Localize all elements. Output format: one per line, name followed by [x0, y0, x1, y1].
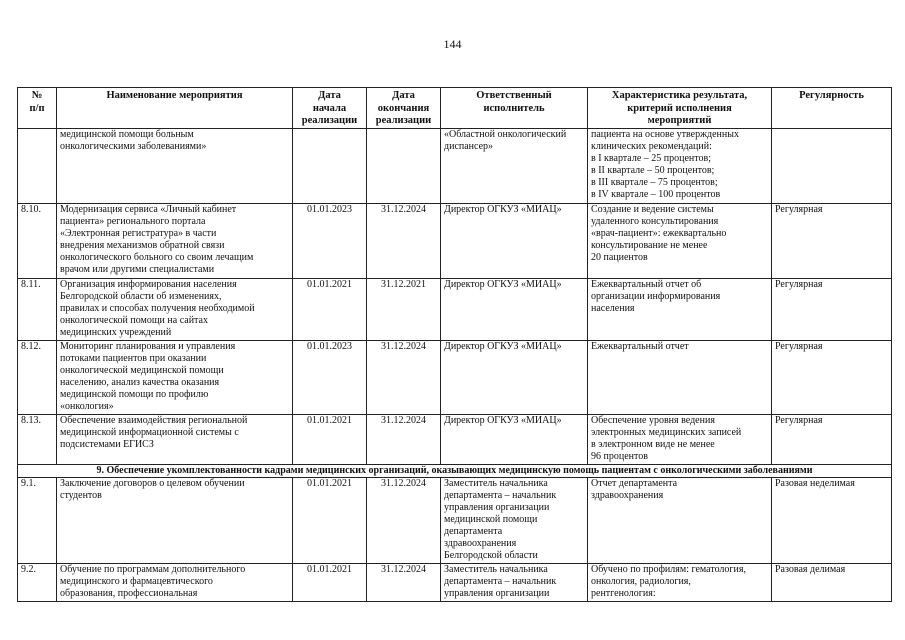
table-row — [18, 203, 892, 278]
row-regularity: Регулярная — [772, 278, 892, 340]
section-row — [18, 464, 892, 477]
table-row — [18, 128, 892, 203]
row-result: пациента на основе утвержденных клинических рекомендаций: в I квартале – 25 процентов; в II квартале – 50 процентов; в III квартале – 75 процентов; в IV квартале – 100 процентов — [588, 128, 772, 203]
row-num: 8.11. — [18, 278, 57, 340]
row-start-date: 01.01.2023 — [293, 203, 367, 278]
header-num: № п/п — [18, 88, 57, 129]
row-end-date: 31.12.2024 — [367, 477, 441, 563]
row-result: Обеспечение уровня ведения электронных медицинских записей в электронном виде не менее 96 процентов — [588, 414, 772, 464]
row-num: 8.10. — [18, 203, 57, 278]
header-start-date: Дата начала реализации — [293, 88, 367, 129]
row-end-date: 31.12.2021 — [367, 278, 441, 340]
row-result: Ежеквартальный отчет — [588, 340, 772, 414]
row-start-date — [293, 128, 367, 203]
row-responsible: «Областной онкологический диспансер» — [441, 128, 588, 203]
header-end-date: Дата окончания реализации — [367, 88, 441, 129]
row-end-date: 31.12.2024 — [367, 340, 441, 414]
row-num: 9.1. — [18, 477, 57, 563]
row-start-date: 01.01.2021 — [293, 563, 367, 601]
row-name: Модернизация сервиса «Личный кабинет пациента» регионального портала «Электронная регистратура» в части внедрения механизмов обратной связи онкологического больного со своим лечащим врачом или другими специалистами — [57, 203, 293, 278]
activities-table — [17, 87, 892, 602]
row-name: Мониторинг планирования и управления потоками пациентов при оказании онкологической медицинской помощи населению, анализ качества оказания медицинской помощи по профилю «онкология» — [57, 340, 293, 414]
page-number: 144 — [443, 37, 462, 51]
row-end-date — [367, 128, 441, 203]
table-row — [18, 278, 892, 340]
row-regularity — [772, 128, 892, 203]
row-regularity: Разовая делимая — [772, 563, 892, 601]
table-row — [18, 414, 892, 464]
row-num: 8.13. — [18, 414, 57, 464]
row-name: Обеспечение взаимодействия региональной медицинской информационной системы с подсистемами ЕГИСЗ — [57, 414, 293, 464]
row-responsible: Директор ОГКУЗ «МИАЦ» — [441, 414, 588, 464]
row-regularity: Разовая неделимая — [772, 477, 892, 563]
row-name: медицинской помощи больным онкологическими заболеваниями» — [57, 128, 293, 203]
row-result: Обучено по профилям: гематология, онкология, радиология, рентгенология: — [588, 563, 772, 601]
row-responsible: Директор ОГКУЗ «МИАЦ» — [441, 278, 588, 340]
row-start-date: 01.01.2023 — [293, 340, 367, 414]
row-start-date: 01.01.2021 — [293, 477, 367, 563]
row-end-date: 31.12.2024 — [367, 414, 441, 464]
row-name: Обучение по программам дополнительного медицинского и фармацевтического образования, профессиональная — [57, 563, 293, 601]
row-end-date: 31.12.2024 — [367, 563, 441, 601]
row-name: Организация информирования населения Белгородской области об изменениях, правилах и способах получения необходимой онкологической помощи на сайтах медицинских учреждений — [57, 278, 293, 340]
row-responsible: Директор ОГКУЗ «МИАЦ» — [441, 340, 588, 414]
row-start-date: 01.01.2021 — [293, 278, 367, 340]
table-header-row — [18, 88, 892, 129]
row-responsible: Заместитель начальника департамента – начальник управления организации медицинской помощи департамента здравоохранения Белгородской области — [441, 477, 588, 563]
row-name: Заключение договоров о целевом обучении студентов — [57, 477, 293, 563]
row-start-date: 01.01.2021 — [293, 414, 367, 464]
row-responsible: Заместитель начальника департамента – начальник управления организации — [441, 563, 588, 601]
header-regularity: Регулярность — [772, 88, 892, 129]
header-result: Характеристика результата, критерий исполнения мероприятий — [588, 88, 772, 129]
table-row — [18, 477, 892, 563]
row-result: Ежеквартальный отчет об организации информирования населения — [588, 278, 772, 340]
row-result: Создание и ведение системы удаленного консультирования «врач-пациент»: ежеквартально консультирование не менее 20 пациентов — [588, 203, 772, 278]
row-num: 9.2. — [18, 563, 57, 601]
table-row — [18, 340, 892, 414]
row-num — [18, 128, 57, 203]
section-9-title: 9. Обеспечение укомплектованности кадрами медицинских организаций, оказывающих медицинскую помощь пациентам с онкологическими заболеваниями — [18, 464, 892, 477]
header-name: Наименование мероприятия — [57, 88, 293, 129]
row-regularity: Регулярная — [772, 203, 892, 278]
row-responsible: Директор ОГКУЗ «МИАЦ» — [441, 203, 588, 278]
table-row — [18, 563, 892, 601]
header-responsible: Ответственный исполнитель — [441, 88, 588, 129]
row-num: 8.12. — [18, 340, 57, 414]
row-result: Отчет департамента здравоохранения — [588, 477, 772, 563]
row-regularity: Регулярная — [772, 414, 892, 464]
row-end-date: 31.12.2024 — [367, 203, 441, 278]
row-regularity: Регулярная — [772, 340, 892, 414]
